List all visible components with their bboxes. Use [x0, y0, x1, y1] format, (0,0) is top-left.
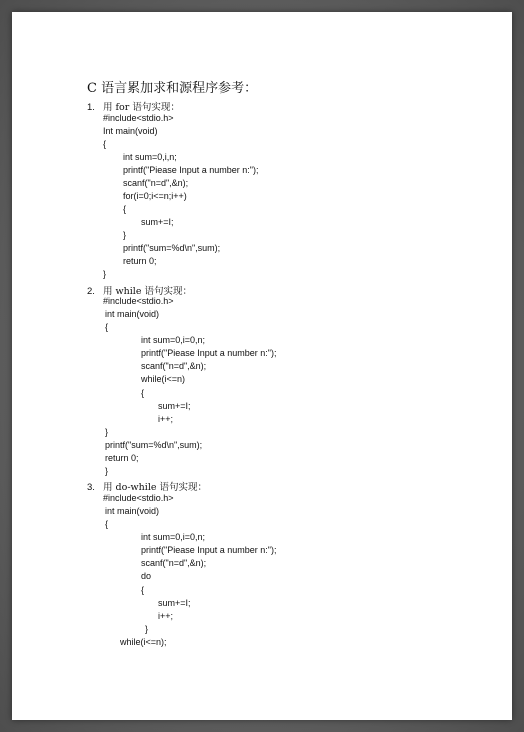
code-line: printf("Piease Input a number n:"); — [141, 348, 277, 358]
document-page — [12, 12, 512, 720]
section-1-number: 1. — [87, 102, 95, 113]
code-line: int main(void) — [105, 309, 160, 319]
section-2-heading — [87, 283, 192, 297]
code-line: printf("Piease Input a number n:"); — [141, 545, 277, 555]
section-1-heading — [87, 99, 180, 113]
section-3-heading — [87, 479, 207, 493]
code-line: } — [105, 466, 109, 476]
code-line: int sum=0,i,n; — [123, 152, 177, 162]
code-line: #include<stdio.h> — [103, 113, 174, 123]
code-line: printf("sum=%d\n",sum); — [105, 440, 203, 450]
code-line: return 0; — [123, 256, 157, 266]
section-2-number: 2. — [87, 286, 95, 297]
code-line: } — [123, 230, 127, 240]
code-line: { — [105, 519, 109, 529]
section-3-number: 3. — [87, 482, 95, 493]
page-title: C 语言累加求和源程序参考： — [87, 81, 258, 96]
section-3-title: 用 do-while 语句实现： — [103, 482, 207, 493]
code-line: int main(void) — [105, 506, 160, 516]
code-line: i++; — [158, 611, 174, 621]
section-1-title: 用 for 语句实现： — [103, 102, 180, 113]
code-line: } — [103, 269, 107, 279]
code-line: { — [141, 585, 145, 595]
section-2-title: 用 while 语句实现： — [103, 286, 192, 297]
code-line: Int main(void) — [103, 126, 158, 136]
code-line: #include<stdio.h> — [103, 493, 174, 503]
code-line: while(i<=n); — [120, 637, 167, 647]
code-line: printf("Piease Input a number n:"); — [123, 165, 259, 175]
code-line: sum+=I; — [141, 217, 174, 227]
code-line: int sum=0,i=0,n; — [141, 532, 206, 542]
code-line: printf("sum=%d\n",sum); — [123, 243, 221, 253]
code-line: { — [103, 139, 107, 149]
code-line: #include<stdio.h> — [103, 296, 174, 306]
code-line: { — [141, 388, 145, 398]
code-line: scanf("n=d",&n); — [141, 558, 207, 568]
code-line: } — [105, 427, 109, 437]
code-line: sum+=I; — [158, 401, 191, 411]
code-line: } — [145, 624, 149, 634]
code-line: scanf("n=d",&n); — [123, 178, 189, 188]
code-line: while(i<=n) — [141, 374, 186, 384]
code-line: for(i=0;i<=n;i++) — [123, 191, 187, 201]
code-line: sum+=I; — [158, 598, 191, 608]
code-line: return 0; — [105, 453, 139, 463]
code-line: do — [141, 571, 152, 581]
code-line: int sum=0,i=0,n; — [141, 335, 206, 345]
code-line: scanf("n=d",&n); — [141, 361, 207, 371]
code-line: { — [123, 204, 127, 214]
code-line: i++; — [158, 414, 174, 424]
code-line: { — [105, 322, 109, 332]
